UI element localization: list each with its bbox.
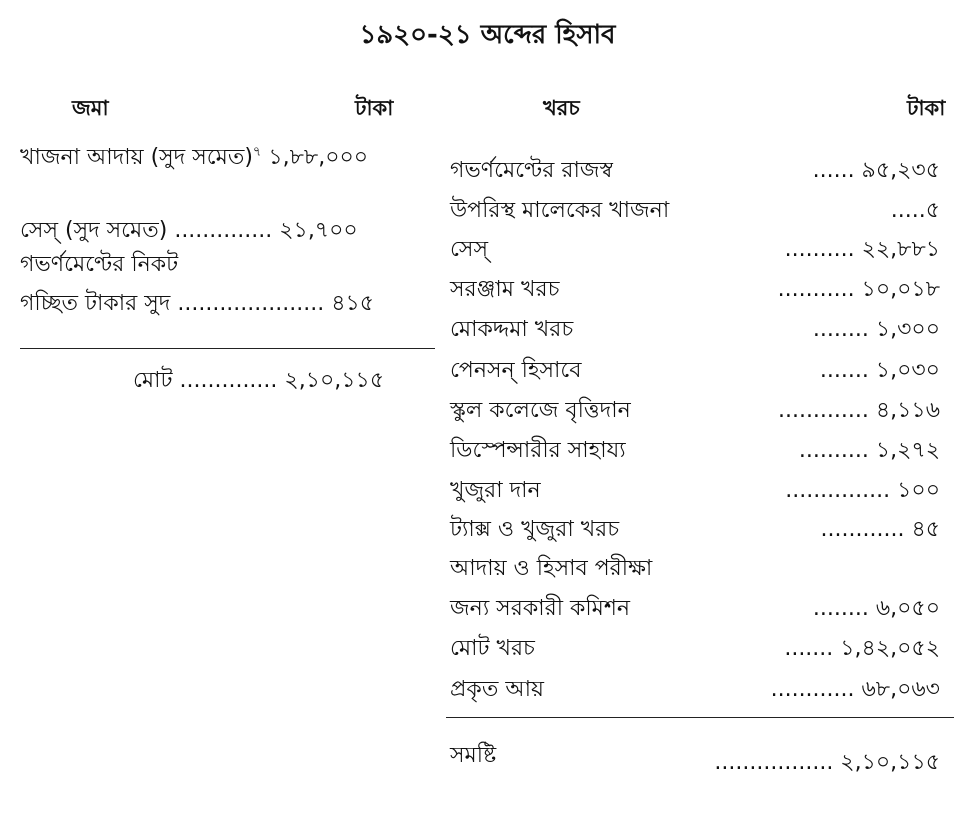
expense-label: প্রকৃত আয় — [450, 677, 544, 702]
expense-amount: ........ ১,৩০০ — [812, 317, 940, 342]
expense-amount: ............ ৬৮,০৬৩ — [770, 677, 940, 702]
expense-label: জন্য সরকারী কমিশন — [450, 596, 631, 621]
expense-label: উপরিস্থ মালেকের খাজনা — [450, 198, 670, 223]
receipt-row-4-label: গচ্ছিত টাকার সুদ ..................... — [20, 291, 325, 316]
expense-label: মোকদ্দমা খরচ — [450, 317, 574, 342]
receipt-row-4-amount: ৪১৫ — [331, 291, 375, 316]
expense-label: স্কুল কলেজে বৃত্তিদান — [450, 398, 631, 423]
expense-amount: ...... ৯৫,২৩৫ — [812, 158, 940, 183]
receipt-row-4 — [20, 286, 374, 323]
expense-label: মোট খরচ — [450, 636, 535, 661]
expense-label: ডিস্পেন্সারীর সাহায্য — [450, 438, 626, 463]
expense-label: আদায় ও হিসাব পরীক্ষা — [450, 556, 653, 581]
expense-amount: ............ ৪৫ — [820, 517, 940, 542]
expense-label: গভর্ণমেণ্টের রাজস্ব — [450, 158, 613, 183]
expenses-header-label: খরচ — [543, 96, 580, 120]
expenses-total-label: সমষ্টি — [450, 743, 497, 768]
receipt-row-2-amount: ২১,৭০০ — [279, 218, 358, 243]
expense-amount: ........ ৬,০৫০ — [812, 596, 940, 621]
expense-amount: ....... ১,৪২,০৫২ — [784, 636, 940, 661]
expense-amount: ....... ১,০৩০ — [819, 358, 940, 383]
page-title: ১৯২০-২১ অব্দের হিসাব — [359, 20, 616, 50]
receipt-row-2-label: সেস্‌ (সুদ সমেত) .............. — [20, 218, 273, 243]
expense-amount: ............. ৪,১১৬ — [777, 398, 940, 423]
receipt-row-1-label: খাজনা আদায় (সুদ সমেত) — [20, 145, 253, 170]
expense-amount: .......... ১,২৭২ — [798, 438, 940, 463]
receipts-header-label: জমা — [72, 96, 109, 120]
receipts-total-label: মোট .............. — [133, 368, 278, 393]
receipts-total-amount: ২,১০,১১৫ — [284, 368, 385, 393]
expense-label: ট্যাক্স ও খুজুরা খরচ — [450, 517, 620, 542]
expense-label: সরঞ্জাম খরচ — [450, 277, 560, 302]
expenses-divider — [446, 717, 954, 718]
receipts-header-amount: টাকা — [355, 96, 394, 120]
expense-label: খুজুরা দান — [450, 478, 541, 503]
receipt-row-1-amount: ১,৮৮,০০০ — [268, 145, 369, 170]
expense-amount: .......... ২২,৮৮১ — [784, 237, 940, 262]
expense-amount: ........... ১০,০১৮ — [777, 277, 940, 302]
footnote-marker: ৭ — [252, 144, 262, 160]
receipt-row-2 — [20, 213, 358, 250]
receipt-row-3-label: গভর্ণমেণ্টের নিকট — [20, 252, 179, 277]
expense-amount: ............... ১০০ — [785, 478, 940, 503]
expense-amount: .....৫ — [890, 198, 940, 223]
receipts-divider — [20, 348, 435, 349]
receipts-total — [133, 363, 384, 400]
expense-label: পেনসন্‌ হিসাবে — [450, 358, 582, 383]
expense-label: সেস্‌ — [450, 237, 488, 262]
expenses-total-amount: ................. ২,১০,১১৫ — [714, 750, 940, 775]
receipt-row-1 — [20, 140, 368, 177]
expenses-header-amount: টাকা — [907, 96, 946, 120]
